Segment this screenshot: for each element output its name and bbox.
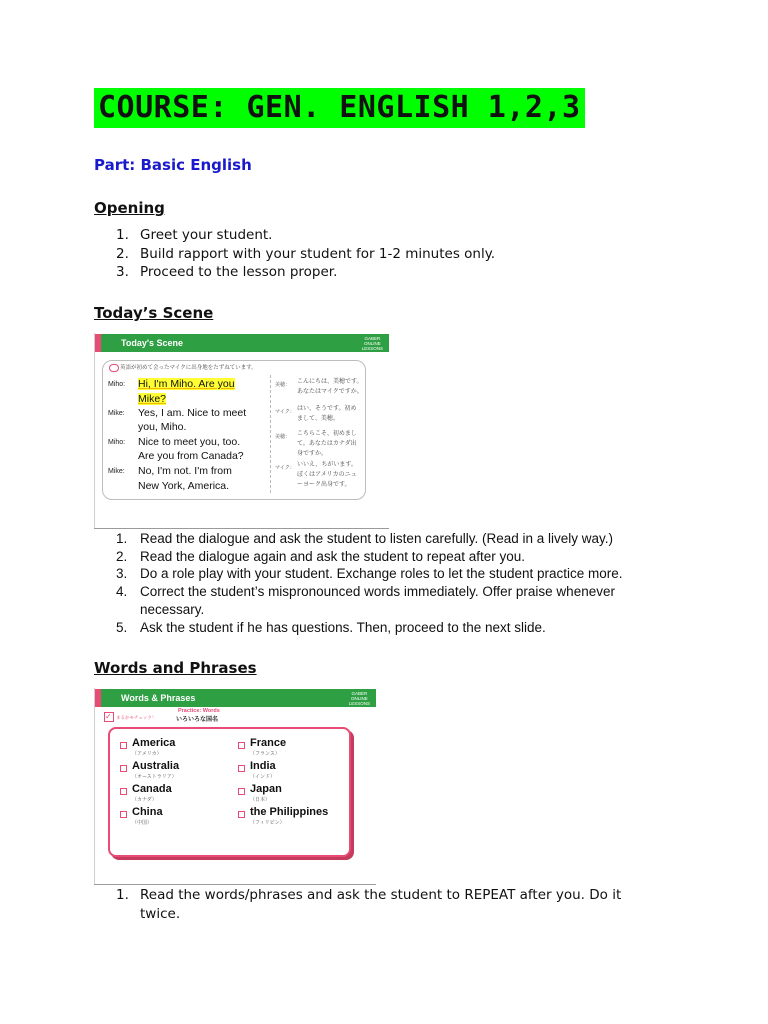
words-phrases-heading: Words and Phrases xyxy=(94,659,257,677)
course-title: COURSE: GEN. ENGLISH 1,2,3 xyxy=(94,88,585,128)
speech-bubble-icon xyxy=(109,364,119,372)
checkbox-icon xyxy=(120,788,127,795)
dialogue-line: New York, America. xyxy=(138,480,230,492)
translation-text: こちらこそ、初めまし て。あなたはカナダ出 身ですか。 xyxy=(297,430,357,457)
translation-text: こんにちは、美穂です。 あなたはマイクですか。 xyxy=(297,378,363,395)
word-card: America （アメリカ） Australia （オーストラリア） Canada （カナダ） China （中国） France （フランス） India （インド） Japan （日本） the Philippines （フィリピン） xyxy=(108,727,351,857)
speaker-label: Miho: xyxy=(108,381,126,388)
words-phrases-slide xyxy=(94,688,376,885)
checkmark-icon: ✓ xyxy=(104,712,114,722)
slide-accent xyxy=(95,334,101,352)
slide-edge xyxy=(94,333,95,529)
slide-edge xyxy=(94,688,95,885)
dialogue-line: No, I'm not. I'm from xyxy=(138,465,232,477)
slide-edge xyxy=(94,884,376,885)
dialogue-line: Hi, I'm Miho. Are you xyxy=(138,378,235,390)
translation-text: はい、そうです。初め まして、美穂。 xyxy=(297,405,357,422)
translation-speaker: 美穂： xyxy=(275,382,291,388)
slide-edge xyxy=(94,528,389,529)
translation-speaker: マイク： xyxy=(275,409,295,415)
dialogue-card xyxy=(102,360,366,500)
checkbox-icon xyxy=(238,742,245,749)
checkbox-icon xyxy=(120,811,127,818)
speaker-label: Miho: xyxy=(108,439,126,446)
check-subtitle: いろいろな国名 xyxy=(176,716,219,723)
translation-text: いいえ、ちがいます。 ぼくはアメリカのニュ ーヨーク出身です。 xyxy=(297,461,357,488)
checkbox-icon xyxy=(120,742,127,749)
dialogue-line: Nice to meet you, too. xyxy=(138,436,241,448)
list-item: 3. Do a role play with your student. Exchange roles to let the student practice more. xyxy=(116,566,623,582)
todays-scene-slide xyxy=(94,333,389,529)
list-item: 2. Build rapport with your student for 1-2 minutes only. xyxy=(116,245,496,262)
checkbox-icon xyxy=(120,765,127,772)
dialogue-line: Are you from Canada? xyxy=(138,450,244,462)
list-item: 1. Read the dialogue and ask the student to listen carefully. (Read in a lively way.) xyxy=(116,531,614,546)
translation-speaker: 美穂： xyxy=(275,434,291,440)
todays-scene-list xyxy=(94,530,694,636)
slide-accent xyxy=(95,689,101,707)
scene-instruction: 英語が初めて会ったマイクに出身地をたずねています。 xyxy=(120,365,257,371)
slide-header-bar xyxy=(95,334,389,352)
checkbox-icon xyxy=(238,788,245,795)
practice-label: Practice: Words xyxy=(178,708,220,714)
slide-title: Words & Phrases xyxy=(121,693,196,703)
list-item: 4. Correct the student’s mispronounced words immediately. Offer praise whenever xyxy=(116,584,615,600)
speaker-label: Mike: xyxy=(108,468,125,475)
list-item: 5. Ask the student if he has questions. Then, proceed to the next slide. xyxy=(116,619,546,635)
list-item: twice. xyxy=(140,906,181,922)
words-phrases-list xyxy=(94,886,694,924)
dialogue-line: Yes, I am. Nice to meet xyxy=(138,407,247,419)
list-item: 1. Greet your student. xyxy=(116,227,273,243)
speaker-label: Mike: xyxy=(108,410,125,417)
slide-header-bar xyxy=(95,689,376,707)
list-item: 1. Read the words/phrases and ask the student to REPEAT after you. Do it xyxy=(116,887,622,903)
dialogue-line: you, Miho. xyxy=(138,421,187,433)
opening-heading: Opening xyxy=(94,199,165,217)
part-label: Part: Basic English xyxy=(94,156,252,174)
brand-logo: GABER ONLINE LESSONS xyxy=(348,691,370,706)
slide-title: Today's Scene xyxy=(121,338,183,348)
brand-logo: GABER ONLINE LESSONS xyxy=(361,336,383,351)
list-item: 2. Read the dialogue again and ask the student to repeat after you. xyxy=(116,548,526,564)
checkbox-icon xyxy=(238,811,245,818)
opening-list xyxy=(94,226,694,282)
todays-scene-heading: Today’s Scene xyxy=(94,304,214,322)
checkbox-icon xyxy=(238,765,245,772)
list-item: necessary. xyxy=(140,601,205,617)
divider xyxy=(270,375,271,493)
check-label: まるかモチェック！ xyxy=(116,716,157,721)
list-item: 3. Proceed to the lesson proper. xyxy=(116,264,338,280)
translation-speaker: マイク： xyxy=(275,465,295,471)
dialogue-line: Mike? xyxy=(138,393,167,405)
